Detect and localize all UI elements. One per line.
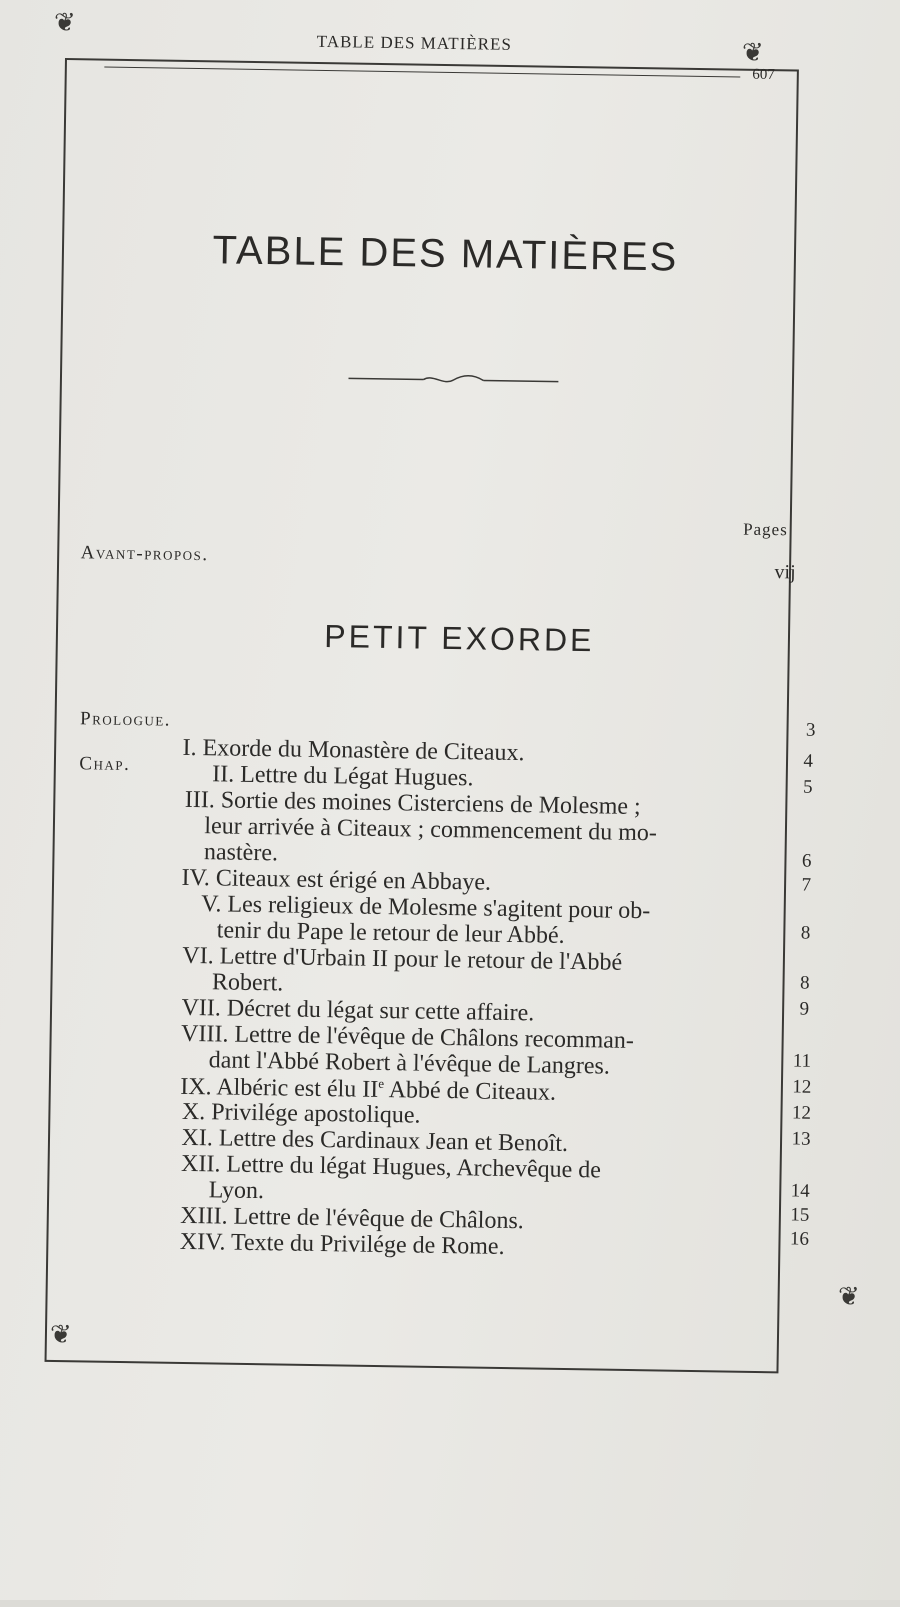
corner-ornament-icon: ❦: [742, 38, 764, 67]
running-head: TABLE DES MATIÈRES: [316, 31, 513, 54]
section-title: PETIT EXORDE: [324, 618, 595, 659]
toc-entry-text: VIII. Lettre de l'évêque de Châlons recomman-: [180, 1020, 635, 1054]
toc-entry-text: V. Les religieux de Molesme s'agitent pour ob-: [200, 891, 651, 925]
toc-entry-page: 12: [792, 1076, 812, 1098]
header-rule: [104, 67, 740, 78]
toc-entry-page: 4: [803, 750, 814, 772]
avant-propos-label: Avant-propos.: [80, 542, 209, 566]
toc-entry-page: 16: [789, 1228, 810, 1250]
toc-entry-text: VII. Décret du légat sur cette affaire.: [181, 994, 535, 1027]
page-number: 607: [752, 66, 775, 84]
corner-ornament-icon: ❦: [50, 1320, 72, 1349]
toc-entry-text: XI. Lettre des Cardinaux Jean et Benoît.: [181, 1124, 569, 1157]
toc-entry-page: 13: [791, 1128, 811, 1150]
superscript: e: [378, 1075, 385, 1092]
toc-entry-text: XIII. Lettre de l'évêque de Châlons.: [180, 1202, 524, 1235]
toc-entry-text: II. Lettre du Légat Hugues.: [212, 761, 474, 792]
toc-entry-text: I. Exorde du Monastère de Citeaux.: [182, 734, 525, 767]
toc-entry-text: tenir du Pape le retour de leur Abbé.: [216, 917, 565, 949]
toc-entry-text: VI. Lettre d'Urbain II pour le retour de l'Abbé: [182, 942, 623, 976]
toc-entry-page: 7: [801, 874, 812, 896]
toc-entry-text-part: Abbé de Citeaux.: [383, 1077, 557, 1106]
toc-entry-text: nastère.: [203, 839, 279, 867]
toc-entry-text: XIV. Texte du Privilége de Rome.: [179, 1228, 505, 1260]
flourish-divider-icon: [348, 371, 558, 388]
toc-entry-text: XII. Lettre du légat Hugues, Archevêque de: [180, 1150, 602, 1184]
toc-entry-page: 8: [799, 972, 810, 994]
toc-entry-page: 8: [800, 922, 811, 944]
toc-entry-page: 9: [799, 998, 810, 1020]
corner-ornament-icon: ❦: [54, 8, 76, 37]
toc-entry-page: 6: [801, 850, 812, 872]
toc-entry-text: Robert.: [211, 969, 284, 997]
chapter-label: Chap.: [79, 753, 131, 775]
toc-entry-text: leur arrivée à Citeaux ; commencement du mo-: [204, 813, 658, 847]
toc-entry-page: 14: [790, 1180, 810, 1202]
avant-propos-page: vij: [774, 561, 796, 584]
corner-ornament-icon: ❦: [838, 1282, 860, 1311]
pages-column-label: Pages: [743, 519, 788, 540]
prologue-page: 3: [805, 719, 816, 741]
toc-entry-text-part: IX. Albéric est élu II: [180, 1073, 379, 1103]
toc-entry-text: Lyon.: [208, 1177, 265, 1205]
toc-entry-page: 5: [802, 776, 813, 798]
toc-entry-text: dant l'Abbé Robert à l'évêque de Langres.: [208, 1047, 611, 1080]
toc-entry-text: X. Privilége apostolique.: [181, 1098, 421, 1129]
prologue-label: Prologue.: [79, 708, 172, 731]
toc-entry-page: 11: [792, 1050, 812, 1072]
toc-entry-page: 12: [791, 1102, 812, 1124]
toc-entry-text: III. Sortie des moines Cisterciens de Molesme ;: [184, 786, 641, 821]
page-title: TABLE DES MATIÈRES: [212, 228, 679, 280]
toc-entry-text: IV. Citeaux est érigé en Abbaye.: [181, 864, 492, 896]
toc-entry-page: 15: [790, 1204, 810, 1226]
